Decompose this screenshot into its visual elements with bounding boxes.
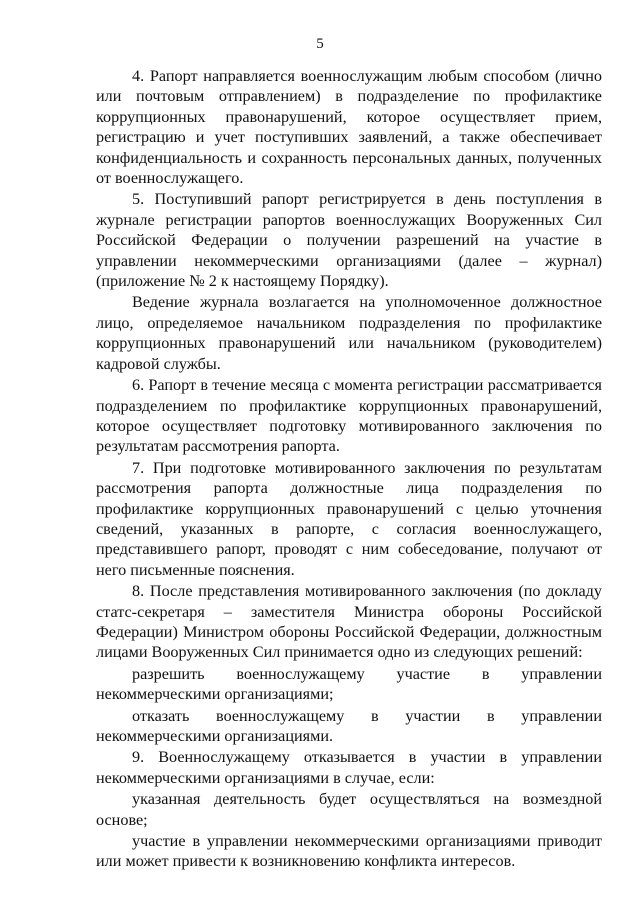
- paragraph-8: 8. После представления мотивированного заключения (по докладу статс-секретаря – заместителя Министра обороны Российской Федерации) Министром обороны Российской Федерации, должностным лицами Вооруженных Сил принимается одно из следующих решений:: [96, 582, 602, 662]
- page-number: 5: [316, 36, 324, 52]
- decision-allow: разрешить военнослужащему участие в управлении некоммерческими организациями;: [96, 664, 602, 704]
- decision-refuse: отказать военнослужащему в участии в управлении некоммерческими организациями.: [96, 706, 602, 745]
- document-body: [96, 66, 602, 873]
- paragraph-4: 4. Рапорт направляется военнослужащим любым способом (лично или почтовым отправлением) в подразделение по профилактике коррупционных правонарушений, которое осуществляет прием, регистрацию и учет поступивших заявлений, а также обеспечивает конфиденциальность и сохранность персональных данных, полученных от военнослужащего.: [96, 67, 602, 188]
- paragraph-journal: Ведение журнала возлагается на уполномоченное должностное лицо, определяемое начальником подразделения по профилактике коррупционных правонарушений или начальником (руководителем) кадровой службы.: [96, 293, 602, 373]
- paragraph-6: 6. Рапорт в течение месяца с момента регистрации рассматривается подразделением по профилактике коррупционных правонарушений, которое осуществляет подготовку мотивированного заключения по результатам рассмотрения рапорта.: [96, 376, 602, 456]
- refusal-reason-paid: указанная деятельность будет осуществляться на возмездной основе;: [96, 790, 602, 829]
- paragraph-7: 7. При подготовке мотивированного заключения по результатам рассмотрения рапорта должностные лица подразделения по профилактике коррупционных правонарушений с целью уточнения сведений, указанных в рапорте, с согласия военнослужащего, представившего рапорт, проводят с ним собеседование, получают от него письменные пояснения.: [96, 458, 602, 579]
- refusal-reason-conflict: участие в управлении некоммерческими организациями приводит или может привести к возникновению конфликта интересов.: [96, 832, 602, 871]
- paragraph-9: 9. Военнослужащему отказывается в участии в управлении некоммерческими организациями в случае, если:: [96, 748, 602, 787]
- paragraph-5: 5. Поступивший рапорт регистрируется в день поступления в журнале регистрации рапортов военнослужащих Вооруженных Сил Российской Федерации о получении разрешений на участие в управлении некоммерческими организациями (далее – журнал) (приложение № 2 к настоящему Порядку).: [96, 190, 602, 291]
